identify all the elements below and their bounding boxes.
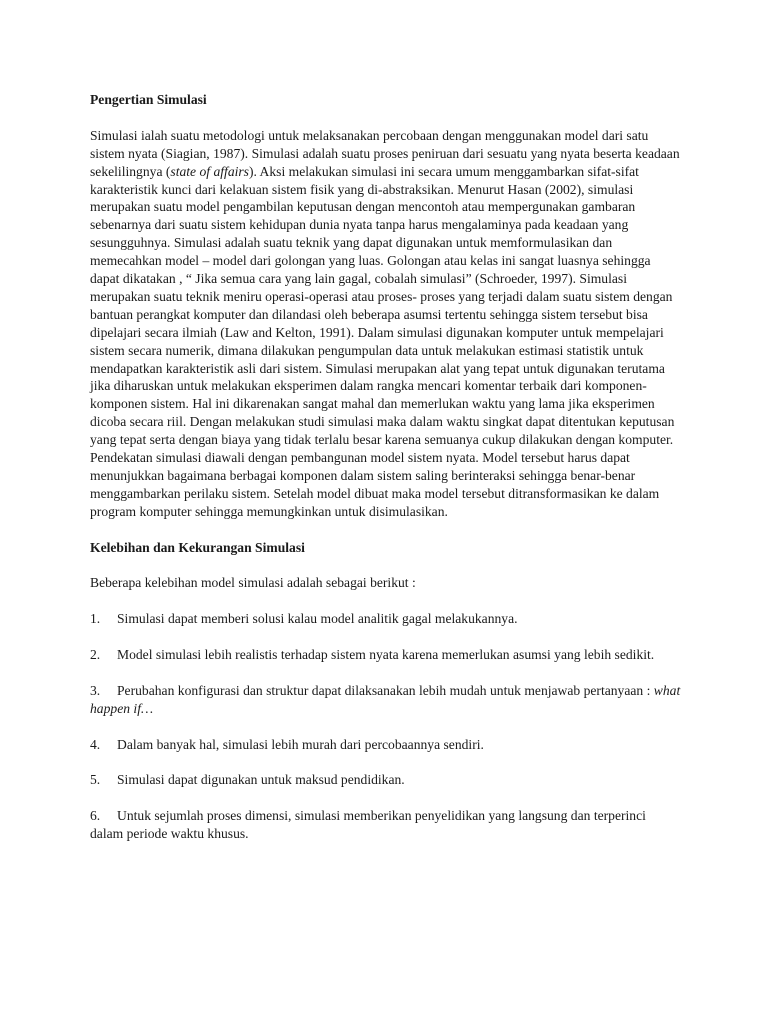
list-item <box>90 610 682 628</box>
spacer <box>90 521 682 539</box>
paragraph-italic-term: state of affairs <box>170 163 249 179</box>
spacer <box>90 753 682 771</box>
list-item <box>90 646 682 664</box>
list-item <box>90 807 682 843</box>
list-item-number: 5. <box>90 772 101 788</box>
list-item-text: Simulasi dapat memberi solusi kalau model analitik gagal melakukannya. <box>117 611 518 627</box>
list-item <box>90 771 682 789</box>
spacer <box>90 557 682 575</box>
list-item-text: Simulasi dapat digunakan untuk maksud pendidikan. <box>117 772 405 788</box>
list-item-text: Untuk sejumlah proses dimensi, simulasi memberikan penyelidikan yang langsung dan terperinci dalam periode waktu khusus. <box>90 808 646 842</box>
document-page <box>90 91 682 843</box>
body-paragraph <box>90 127 682 521</box>
list-item-number: 3. <box>90 682 101 698</box>
list-item-number: 1. <box>90 611 101 627</box>
list-intro: Beberapa kelebihan model simulasi adalah sebagai berikut : <box>90 575 416 591</box>
list-item-text: Model simulasi lebih realistis terhadap sistem nyata karena memerlukan asumsi yang lebih sedikit. <box>117 647 655 663</box>
list-item-number: 4. <box>90 736 101 752</box>
spacer <box>90 592 682 610</box>
spacer <box>90 628 682 646</box>
section-heading-pengertian: Pengertian Simulasi <box>90 92 207 107</box>
list-item-text: Perubahan konfigurasi dan struktur dapat dilaksanakan lebih mudah untuk menjawab pertanyaan : <box>117 682 654 698</box>
list-item <box>90 682 682 718</box>
spacer <box>90 664 682 682</box>
spacer <box>90 718 682 736</box>
list-item-text: Dalam banyak hal, simulasi lebih murah dari percobaannya sendiri. <box>117 736 484 752</box>
list-item-italic: what happen if… <box>90 682 681 716</box>
list-item-number: 2. <box>90 647 101 663</box>
paragraph-text-b: ). Aksi melakukan simulasi ini secara umum menggambarkan sifat-sifat karakteristik kunci dari kelakuan sistem fisik yang di-abstraksikan. Menurut Hasan (2002), simulasi merupakan suatu model pengambilan keputusan dengan mencontoh atau mempergunakan gambaran sebenarnya dari suatu sistem kehidupan dunia nyata tanpa harus mengalaminya pada keadaan yang sesungguhnya. Simulasi adalah suatu teknik yang dapat digunakan untuk memformulasikan dan memecahkan model – model dari golongan yang luas. Golongan atau kelas ini sangat luasnya sehingga dapat dikatakan , “ Jika semua cara yang lain gagal, cobalah simulasi” (Schroeder, 1997). Simulasi merupakan suatu teknik meniru operasi-operasi atau proses- proses yang terjadi dalam suatu sistem dengan bantuan perangkat komputer dan dilandasi oleh beberapa asumsi tertentu sehingga sistem tersebut bisa dipelajari secara ilmiah (Law and Kelton, 1991). Dalam simulasi digunakan komputer untuk mempelajari sistem secara numerik, dimana dilakukan pengumpulan data untuk melakukan estimasi statistik untuk mendapatkan karakteristik asli dari sistem. Simulasi merupakan alat yang tepat untuk digunakan terutama jika diharuskan untuk melakukan eksperimen dalam rangka mencari komentar terbaik dari komponen-komponen sistem. Hal ini dikarenakan sangat mahal dan memerlukan waktu yang lama jika eksperimen dicoba secara riil. Dengan melakukan studi simulasi maka dalam waktu singkat dapat ditentukan keputusan yang tepat serta dengan biaya yang tidak terlalu besar karena semuanya cukup dilakukan dengan komputer. Pendekatan simulasi diawali dengan pembangunan model sistem nyata. Model tersebut harus dapat menunjukkan bagaimana berbagai komponen dalam sistem saling berinteraksi sehingga benar-benar menggambarkan perilaku sistem. Setelah model dibuat maka model tersebut ditransformasikan ke dalam program komputer sehingga memungkinkan untuk disimulasikan. <box>90 163 675 519</box>
list-item <box>90 736 682 754</box>
section-heading-kelebihan: Kelebihan dan Kekurangan Simulasi <box>90 539 305 555</box>
paragraph-text-a: Simulasi ialah suatu metodologi untuk melaksanakan percobaan dengan menggunakan model dari satu sistem nyata (Siagian, 1987). Simulasi adalah suatu proses peniruan dari sesuatu yang nyata beserta keadaan sekelilingnya ( <box>90 127 680 179</box>
spacer <box>90 789 682 807</box>
spacer <box>90 109 682 127</box>
list-item-number: 6. <box>90 808 101 824</box>
